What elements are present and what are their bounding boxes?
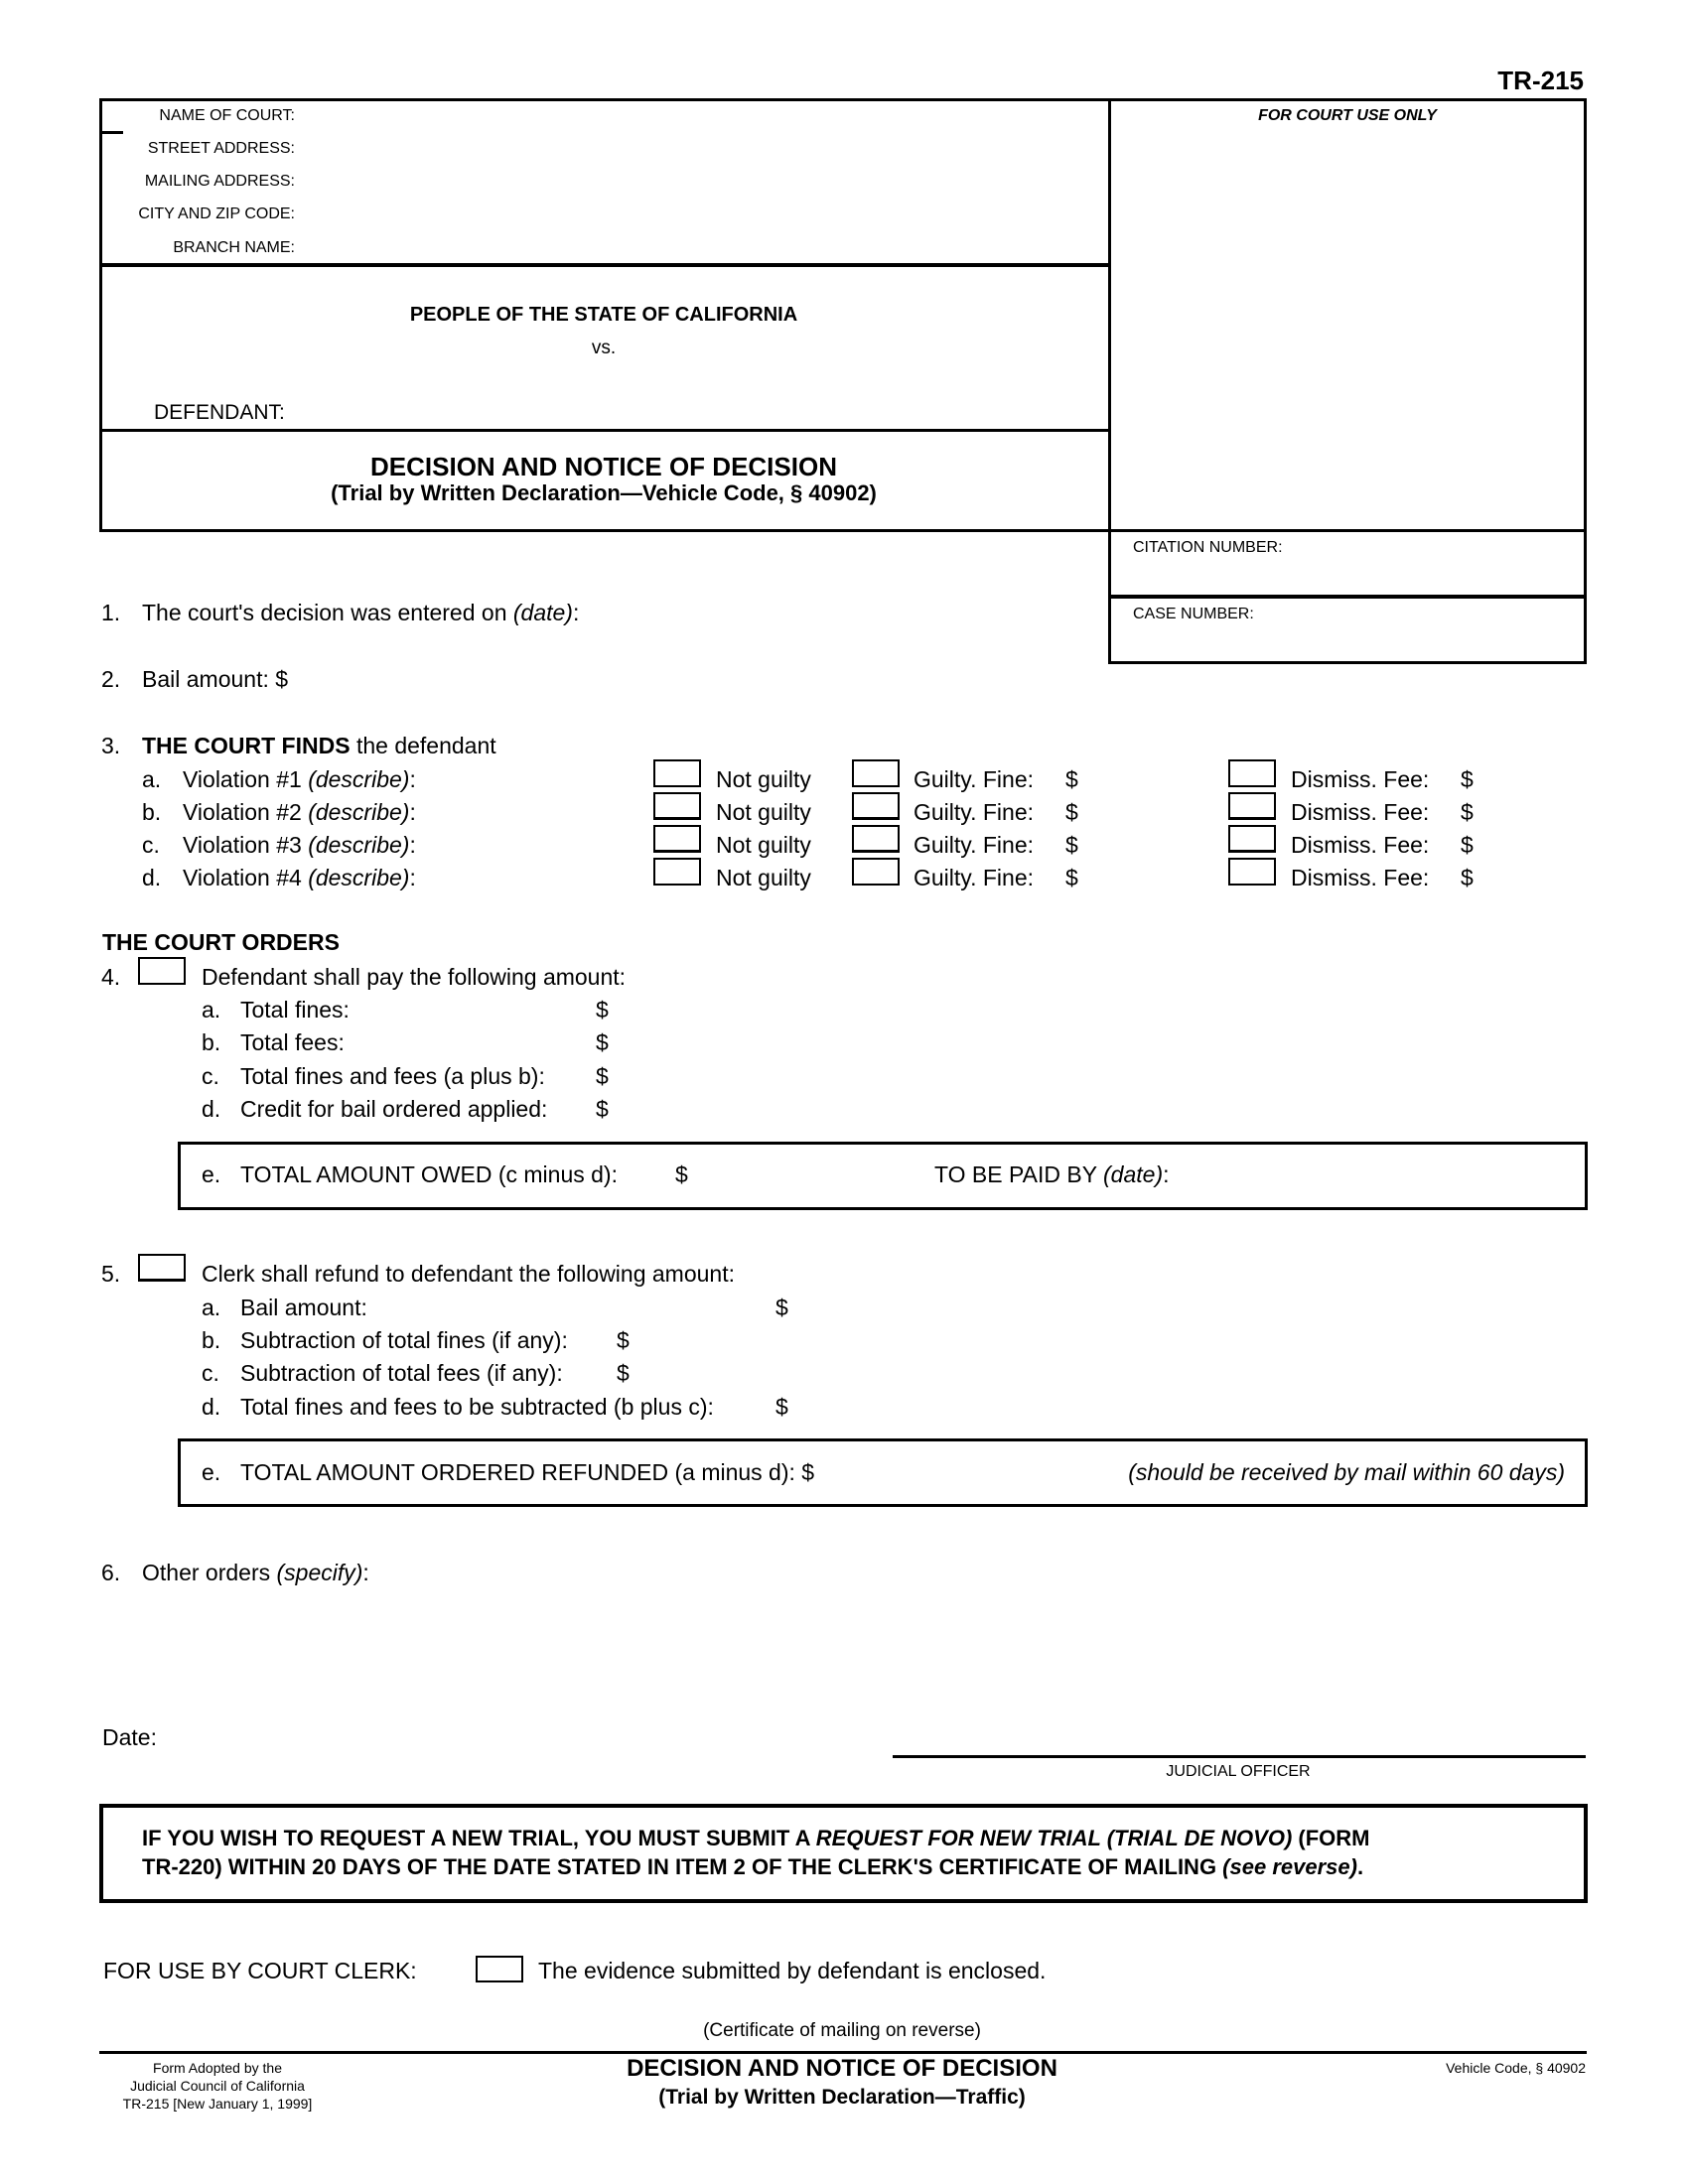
item-6-number: 6. xyxy=(101,1560,121,1585)
dollar-sign: $ xyxy=(1461,766,1474,792)
vs-label: vs. xyxy=(591,338,617,358)
footer-rule xyxy=(99,2051,1587,2054)
new-trial-notice-box xyxy=(99,1804,1588,1903)
branch-name-label: BRANCH NAME: xyxy=(173,239,295,256)
court-use-only-label: FOR COURT USE ONLY xyxy=(1258,107,1437,124)
dismiss-fee-label: Dismiss. Fee: xyxy=(1291,865,1430,890)
subtract-fees-label: Subtraction of total fees (if any): xyxy=(240,1360,563,1386)
plaintiff-name: PEOPLE OF THE STATE OF CALIFORNIA xyxy=(409,304,798,326)
row-letter: a. xyxy=(202,1295,221,1320)
subtract-fines-input[interactable] xyxy=(638,1325,940,1355)
dollar-sign: $ xyxy=(1461,865,1474,890)
decision-date-input[interactable] xyxy=(626,598,1086,629)
mailing-address-input[interactable] xyxy=(303,169,1101,197)
not-guilty-label: Not guilty xyxy=(716,799,811,825)
not-guilty-label: Not guilty xyxy=(716,766,811,792)
total-owed-label: TOTAL AMOUNT OWED (c minus d): xyxy=(240,1161,618,1187)
subtract-fees-input[interactable] xyxy=(638,1358,940,1388)
defendant-input[interactable] xyxy=(298,397,1096,427)
violation-label: Violation #3 (describe): xyxy=(183,832,416,858)
form-number: TR-215 xyxy=(1497,66,1584,95)
bail-credit-input[interactable] xyxy=(618,1094,919,1124)
dollar-sign: $ xyxy=(675,1161,688,1187)
row-letter: c. xyxy=(202,1360,219,1386)
mailing-address-label: MAILING ADDRESS: xyxy=(144,173,295,190)
item-5-number: 5. xyxy=(101,1261,121,1287)
total-fines-and-fees-input[interactable] xyxy=(618,1061,919,1091)
violation-label: Violation #2 (describe): xyxy=(183,799,416,825)
other-orders-input[interactable] xyxy=(142,1593,1576,1706)
item-1-number: 1. xyxy=(101,600,121,625)
dismiss-checkbox[interactable] xyxy=(1228,792,1276,820)
branch-name-input[interactable] xyxy=(303,235,1101,263)
date-label: Date: xyxy=(102,1724,157,1750)
guilty-checkbox[interactable] xyxy=(852,792,900,820)
city-zip-input[interactable] xyxy=(303,202,1101,229)
case-number-input[interactable] xyxy=(1132,628,1573,658)
dismiss-checkbox[interactable] xyxy=(1228,825,1276,853)
total-fees-label: Total fees: xyxy=(240,1029,345,1055)
violation-label: Violation #1 (describe): xyxy=(183,766,416,792)
case-number-label: CASE NUMBER: xyxy=(1133,606,1254,622)
citation-number-label: CITATION NUMBER: xyxy=(1133,539,1283,556)
row-letter: e. xyxy=(202,1161,221,1187)
guilty-fine-label: Guilty. Fine: xyxy=(914,865,1034,890)
paid-by-date-input[interactable] xyxy=(1196,1160,1578,1191)
item-2-number: 2. xyxy=(101,666,121,692)
dismiss-fee-label: Dismiss. Fee: xyxy=(1291,766,1430,792)
city-zip-label: CITY AND ZIP CODE: xyxy=(138,205,295,222)
pay-amount-text: Defendant shall pay the following amount: xyxy=(202,964,627,990)
subtracted-total-input[interactable] xyxy=(797,1392,1099,1422)
refund-mail-note: (should be received by mail within 60 days) xyxy=(1128,1459,1565,1485)
total-fines-input[interactable] xyxy=(618,995,919,1024)
street-address-label: STREET ADDRESS: xyxy=(147,140,295,157)
dollar-sign: $ xyxy=(1065,865,1078,890)
violation-letter: a. xyxy=(142,766,162,792)
dismiss-checkbox[interactable] xyxy=(1228,759,1276,787)
street-address-input[interactable] xyxy=(303,136,1101,164)
footer-adopted-line-3: TR-215 [New January 1, 1999] xyxy=(122,2096,313,2112)
evidence-enclosed-checkbox[interactable] xyxy=(476,1956,523,1982)
dollar-sign: $ xyxy=(617,1327,630,1353)
dismiss-checkbox[interactable] xyxy=(1228,858,1276,886)
court-orders-heading: THE COURT ORDERS xyxy=(102,929,340,955)
guilty-fine-label: Guilty. Fine: xyxy=(914,799,1034,825)
paid-by-label: TO BE PAID BY (date): xyxy=(934,1161,1170,1187)
not-guilty-label: Not guilty xyxy=(716,865,811,890)
dollar-sign: $ xyxy=(775,1295,788,1320)
refund-checkbox[interactable] xyxy=(138,1254,186,1282)
dollar-sign: $ xyxy=(1065,832,1078,858)
form-title: DECISION AND NOTICE OF DECISION xyxy=(370,452,837,481)
row-letter: e. xyxy=(202,1459,221,1485)
violation-letter: c. xyxy=(142,832,160,858)
pay-amount-checkbox[interactable] xyxy=(138,957,186,985)
footer-adopted-line-2: Judicial Council of California xyxy=(130,2078,305,2094)
subtract-fines-label: Subtraction of total fines (if any): xyxy=(240,1327,568,1353)
court-finds-heading: THE COURT FINDS the defendant xyxy=(142,733,496,758)
row-letter: a. xyxy=(202,997,221,1023)
total-owed-input[interactable] xyxy=(697,1160,919,1191)
judicial-officer-label: JUDICIAL OFFICER xyxy=(1166,1763,1311,1780)
footer-vehicle-code: Vehicle Code, § 40902 xyxy=(1446,2060,1586,2076)
row-letter: d. xyxy=(202,1394,221,1420)
notice-line-2: TR-220) WITHIN 20 DAYS OF THE DATE STATED IN ITEM 2 OF THE CLERK'S CERTIFICATE OF MAILING (see reverse). xyxy=(142,1854,1364,1879)
violation-letter: d. xyxy=(142,865,162,890)
row-letter: c. xyxy=(202,1063,219,1089)
not-guilty-label: Not guilty xyxy=(716,832,811,858)
item-1-text: The court's decision was entered on (date): xyxy=(142,600,580,625)
court-clerk-label: FOR USE BY COURT CLERK: xyxy=(103,1958,417,1983)
guilty-fine-label: Guilty. Fine: xyxy=(914,832,1034,858)
guilty-checkbox[interactable] xyxy=(852,825,900,853)
other-orders-label: Other orders (specify): xyxy=(142,1560,369,1585)
refund-total-label: TOTAL AMOUNT ORDERED REFUNDED (a minus d): $ xyxy=(240,1459,815,1485)
bail-amount-input[interactable] xyxy=(318,664,719,696)
name-of-court-label: NAME OF COURT: xyxy=(159,107,295,124)
row-letter: b. xyxy=(202,1327,221,1353)
dollar-sign: $ xyxy=(596,1096,609,1122)
refund-bail-label: Bail amount: xyxy=(240,1295,367,1320)
signature-line xyxy=(893,1755,1586,1758)
dollar-sign: $ xyxy=(1065,799,1078,825)
not-guilty-checkbox[interactable] xyxy=(653,792,701,820)
total-fees-input[interactable] xyxy=(618,1027,919,1057)
dismiss-fee-label: Dismiss. Fee: xyxy=(1291,832,1430,858)
refund-text: Clerk shall refund to defendant the following amount: xyxy=(202,1261,735,1287)
total-fines-label: Total fines: xyxy=(240,997,350,1023)
bail-credit-label: Credit for bail ordered applied: xyxy=(240,1096,548,1122)
dollar-sign: $ xyxy=(1065,766,1078,792)
dollar-sign: $ xyxy=(596,1029,609,1055)
subtracted-total-label: Total fines and fees to be subtracted (b plus c): xyxy=(240,1394,714,1420)
certificate-note: (Certificate of mailing on reverse) xyxy=(703,2020,981,2041)
footer-title: DECISION AND NOTICE OF DECISION xyxy=(627,2055,1057,2082)
dismiss-fee-label: Dismiss. Fee: xyxy=(1291,799,1430,825)
bail-amount-label: Bail amount: $ xyxy=(142,666,289,692)
guilty-checkbox[interactable] xyxy=(852,759,900,787)
violation-label: Violation #4 (describe): xyxy=(183,865,416,890)
guilty-checkbox[interactable] xyxy=(852,858,900,886)
violation-letter: b. xyxy=(142,799,162,825)
guilty-fine-label: Guilty. Fine: xyxy=(914,766,1034,792)
defendant-label: DEFENDANT: xyxy=(154,401,285,424)
item-3-number: 3. xyxy=(101,733,121,758)
dollar-sign: $ xyxy=(1461,832,1474,858)
form-subtitle: (Trial by Written Declaration—Vehicle Code, § 40902) xyxy=(331,480,877,505)
refund-bail-input[interactable] xyxy=(797,1293,1099,1322)
row-letter: b. xyxy=(202,1029,221,1055)
total-fines-and-fees-label: Total fines and fees (a plus b): xyxy=(240,1063,545,1089)
footer-subtitle: (Trial by Written Declaration—Traffic) xyxy=(658,2086,1026,2109)
evidence-enclosed-label: The evidence submitted by defendant is enclosed. xyxy=(538,1958,1047,1983)
dollar-sign: $ xyxy=(617,1360,630,1386)
not-guilty-checkbox[interactable] xyxy=(653,825,701,853)
refund-total-input[interactable] xyxy=(874,1457,1076,1489)
dollar-sign: $ xyxy=(596,1063,609,1089)
dollar-sign: $ xyxy=(596,997,609,1023)
tick-mark xyxy=(99,131,123,134)
item-4-number: 4. xyxy=(101,964,121,990)
footer-adopted-line-1: Form Adopted by the xyxy=(153,2060,282,2076)
dollar-sign: $ xyxy=(775,1394,788,1420)
not-guilty-checkbox[interactable] xyxy=(653,759,701,787)
name-of-court-input[interactable] xyxy=(303,103,1101,131)
dollar-sign: $ xyxy=(1461,799,1474,825)
not-guilty-checkbox[interactable] xyxy=(653,858,701,886)
notice-line-1: IF YOU WISH TO REQUEST A NEW TRIAL, YOU MUST SUBMIT A REQUEST FOR NEW TRIAL (TRIAL DE NOVO) (FORM xyxy=(142,1826,1370,1850)
row-letter: d. xyxy=(202,1096,221,1122)
signature-date-input[interactable] xyxy=(169,1722,570,1754)
citation-number-input[interactable] xyxy=(1132,562,1573,592)
